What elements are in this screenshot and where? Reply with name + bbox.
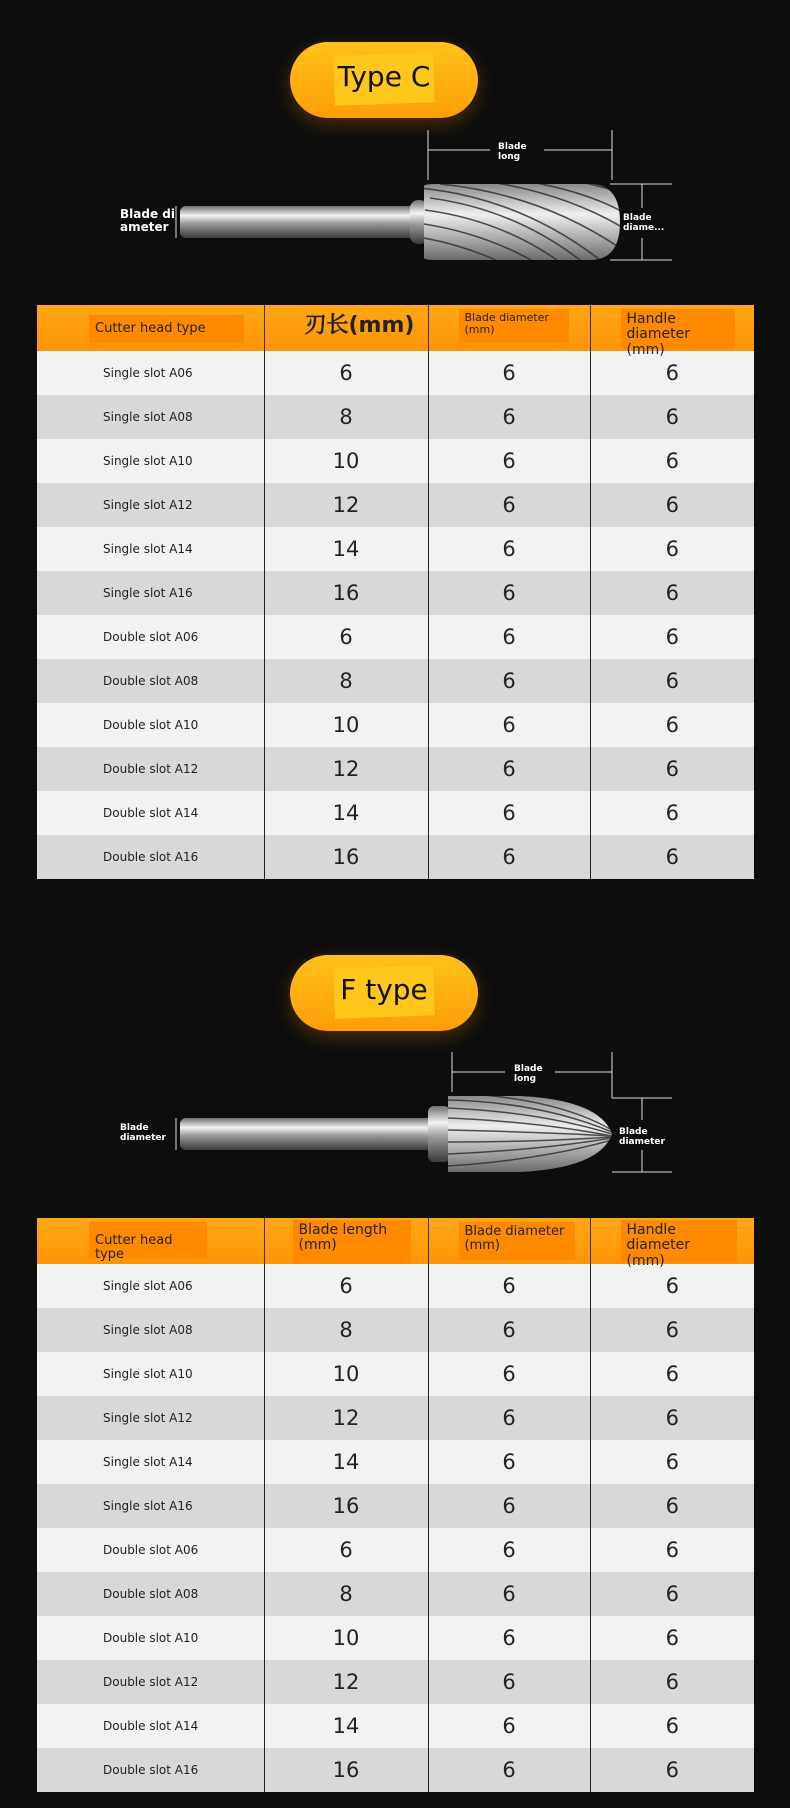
- blade-diameter-cell: 6: [428, 395, 590, 439]
- blade-diameter-cell: 6: [428, 1352, 590, 1396]
- table-row: [37, 395, 754, 439]
- column-header-label: Cutter head type: [89, 315, 244, 343]
- handle-diameter-cell: 6: [590, 1748, 754, 1792]
- handle-diameter-cell: 6: [590, 615, 754, 659]
- burr-c-illustration: [0, 128, 790, 268]
- handle-diameter-cell: 6: [590, 1528, 754, 1572]
- handle-diameter-cell: 6: [590, 1440, 754, 1484]
- blade-length-cell: 16: [264, 1484, 428, 1528]
- blade-length-cell: 10: [264, 1616, 428, 1660]
- handle-diameter-cell: 6: [590, 659, 754, 703]
- handle-diameter-cell: 6: [590, 1484, 754, 1528]
- handle-diameter-cell: 6: [590, 395, 754, 439]
- col-header-blade-diameter: [428, 1218, 590, 1264]
- table-row: [37, 659, 754, 703]
- blade-length-cell: 12: [264, 483, 428, 527]
- blade-diameter-cell: 6: [428, 1528, 590, 1572]
- table-row: [37, 439, 754, 483]
- handle-diameter-cell: 6: [590, 747, 754, 791]
- column-header-label: Handle diameter (mm): [621, 1220, 737, 1262]
- handle-diameter-cell: 6: [590, 791, 754, 835]
- table-row: [37, 1616, 754, 1660]
- blade-diameter-cell: 6: [428, 1308, 590, 1352]
- blade-diameter-cell: 6: [428, 351, 590, 395]
- blade-length-cell: 6: [264, 1264, 428, 1308]
- blade-diameter-label: Blade diameter: [619, 1127, 665, 1147]
- cutter-type-cell: Double slot A12: [37, 1660, 264, 1704]
- table-row: [37, 1352, 754, 1396]
- blade-length-cell: 16: [264, 835, 428, 879]
- cutter-type-cell: Double slot A10: [37, 703, 264, 747]
- cutter-type-cell: Single slot A06: [37, 1264, 264, 1308]
- table-row: [37, 1748, 754, 1792]
- blade-length-cell: 10: [264, 703, 428, 747]
- cutter-type-cell: Single slot A14: [37, 1440, 264, 1484]
- blade-length-label: Blade long: [514, 1064, 543, 1084]
- table-row: [37, 1440, 754, 1484]
- col-header-handle-diameter: [590, 305, 754, 358]
- tool-diagram: [0, 128, 790, 268]
- blade-length-cell: 10: [264, 1352, 428, 1396]
- cutter-type-cell: Double slot A14: [37, 791, 264, 835]
- cutter-type-cell: Single slot A10: [37, 1352, 264, 1396]
- column-header-label: Blade diameter (mm): [459, 309, 569, 343]
- cutter-type-cell: Single slot A12: [37, 483, 264, 527]
- handle-diameter-cell: 6: [590, 703, 754, 747]
- handle-diameter-cell: 6: [590, 351, 754, 395]
- handle-diameter-cell: 6: [590, 1660, 754, 1704]
- blade-length-cell: 6: [264, 351, 428, 395]
- blade-length-cell: 14: [264, 791, 428, 835]
- table-row: [37, 1396, 754, 1440]
- table-header-row: [37, 305, 754, 351]
- section-type-f: [0, 910, 790, 1808]
- blade-diameter-cell: 6: [428, 1264, 590, 1308]
- cutter-type-cell: Single slot A06: [37, 351, 264, 395]
- blade-length-cell: 16: [264, 571, 428, 615]
- blade-diameter-cell: 6: [428, 791, 590, 835]
- spec-table-type-c: [37, 305, 754, 879]
- cutter-type-cell: Single slot A12: [37, 1396, 264, 1440]
- cutter-type-cell: Single slot A08: [37, 395, 264, 439]
- table-row: [37, 483, 754, 527]
- cutter-type-cell: Single slot A16: [37, 1484, 264, 1528]
- handle-diameter-cell: 6: [590, 1352, 754, 1396]
- handle-diameter-cell: 6: [590, 527, 754, 571]
- col-header-blade-diameter: [428, 305, 590, 351]
- table-row: [37, 571, 754, 615]
- handle-diameter-cell: 6: [590, 835, 754, 879]
- blade-diameter-cell: 6: [428, 571, 590, 615]
- column-header-label: Blade length (mm): [293, 1220, 411, 1264]
- blade-diameter-cell: 6: [428, 483, 590, 527]
- blade-diameter-cell: 6: [428, 1616, 590, 1660]
- blade-diameter-cell: 6: [428, 1572, 590, 1616]
- handle-diameter-cell: 6: [590, 1616, 754, 1660]
- handle-diameter-cell: 6: [590, 1704, 754, 1748]
- cutter-type-cell: Single slot A10: [37, 439, 264, 483]
- cutter-type-cell: Double slot A08: [37, 1572, 264, 1616]
- table-row: [37, 1308, 754, 1352]
- table-row: [37, 1704, 754, 1748]
- blade-length-cell: 16: [264, 1748, 428, 1792]
- table-row: [37, 835, 754, 879]
- section-title: F type: [340, 973, 428, 1006]
- blade-length-cell: 10: [264, 439, 428, 483]
- blade-length-cell: 6: [264, 1528, 428, 1572]
- blade-diameter-cell: 6: [428, 659, 590, 703]
- col-header-handle-diameter: [590, 1218, 754, 1269]
- handle-diameter-cell: 6: [590, 1572, 754, 1616]
- handle-diameter-label: Blade diameter: [120, 1123, 166, 1143]
- handle-diameter-cell: 6: [590, 483, 754, 527]
- handle-diameter-cell: 6: [590, 1264, 754, 1308]
- column-header-label: 刃长(mm): [304, 313, 415, 338]
- blade-diameter-cell: 6: [428, 1660, 590, 1704]
- blade-length-cell: 8: [264, 659, 428, 703]
- handle-diameter-cell: 6: [590, 1396, 754, 1440]
- blade-diameter-cell: 6: [428, 1484, 590, 1528]
- handle-diameter-cell: 6: [590, 571, 754, 615]
- blade-diameter-cell: 6: [428, 1748, 590, 1792]
- column-header-label: Handle diameter (mm): [621, 309, 735, 349]
- cutter-type-cell: Double slot A12: [37, 747, 264, 791]
- table-row: [37, 1528, 754, 1572]
- blade-diameter-cell: 6: [428, 1440, 590, 1484]
- blade-length-cell: 12: [264, 1396, 428, 1440]
- table-row: [37, 703, 754, 747]
- table-row: [37, 615, 754, 659]
- blade-diameter-cell: 6: [428, 835, 590, 879]
- handle-diameter-label: Blade di ameter: [120, 207, 175, 235]
- cutter-type-cell: Double slot A16: [37, 1748, 264, 1792]
- cutter-type-cell: Double slot A14: [37, 1704, 264, 1748]
- column-header-label: Blade diameter (mm): [459, 1222, 575, 1260]
- section-title-badge: [290, 955, 478, 1031]
- blade-diameter-cell: 6: [428, 703, 590, 747]
- handle-diameter-cell: 6: [590, 439, 754, 483]
- handle-diameter-cell: 6: [590, 1308, 754, 1352]
- col-header-blade-length: [264, 305, 428, 351]
- blade-diameter-cell: 6: [428, 747, 590, 791]
- blade-length-cell: 12: [264, 747, 428, 791]
- blade-diameter-cell: 6: [428, 527, 590, 571]
- col-header-blade-length: [264, 1218, 428, 1264]
- cutter-type-cell: Double slot A16: [37, 835, 264, 879]
- col-header-type: [37, 305, 264, 351]
- cutter-type-cell: Double slot A10: [37, 1616, 264, 1660]
- blade-length-cell: 6: [264, 615, 428, 659]
- blade-diameter-cell: 6: [428, 1704, 590, 1748]
- section-title-badge: [290, 42, 478, 118]
- table-row: [37, 1660, 754, 1704]
- blade-length-cell: 8: [264, 1308, 428, 1352]
- table-row: [37, 1572, 754, 1616]
- tool-diagram: [0, 1038, 790, 1178]
- table-row: [37, 1264, 754, 1308]
- blade-length-cell: 8: [264, 1572, 428, 1616]
- blade-length-label: Blade long: [498, 142, 527, 162]
- burr-f-illustration: [0, 1038, 790, 1178]
- table-row: [37, 747, 754, 791]
- cutter-type-cell: Double slot A06: [37, 615, 264, 659]
- cutter-type-cell: Single slot A16: [37, 571, 264, 615]
- cutter-type-cell: Double slot A08: [37, 659, 264, 703]
- blade-diameter-label: Blade diame...: [623, 213, 665, 233]
- blade-length-cell: 14: [264, 1704, 428, 1748]
- blade-diameter-cell: 6: [428, 615, 590, 659]
- table-row: [37, 527, 754, 571]
- cutter-type-cell: Single slot A14: [37, 527, 264, 571]
- table-header-row: [37, 1218, 754, 1264]
- cutter-type-cell: Double slot A06: [37, 1528, 264, 1572]
- blade-length-cell: 12: [264, 1660, 428, 1704]
- blade-diameter-cell: 6: [428, 1396, 590, 1440]
- spec-table-type-f: [37, 1218, 754, 1792]
- table-row: [37, 1484, 754, 1528]
- blade-length-cell: 14: [264, 1440, 428, 1484]
- blade-length-cell: 14: [264, 527, 428, 571]
- cutter-type-cell: Single slot A08: [37, 1308, 264, 1352]
- section-title: Type C: [337, 60, 431, 93]
- col-header-type: [37, 1218, 264, 1264]
- column-header-label: Cutter head type: [89, 1222, 207, 1258]
- blade-length-cell: 8: [264, 395, 428, 439]
- table-row: [37, 791, 754, 835]
- blade-diameter-cell: 6: [428, 439, 590, 483]
